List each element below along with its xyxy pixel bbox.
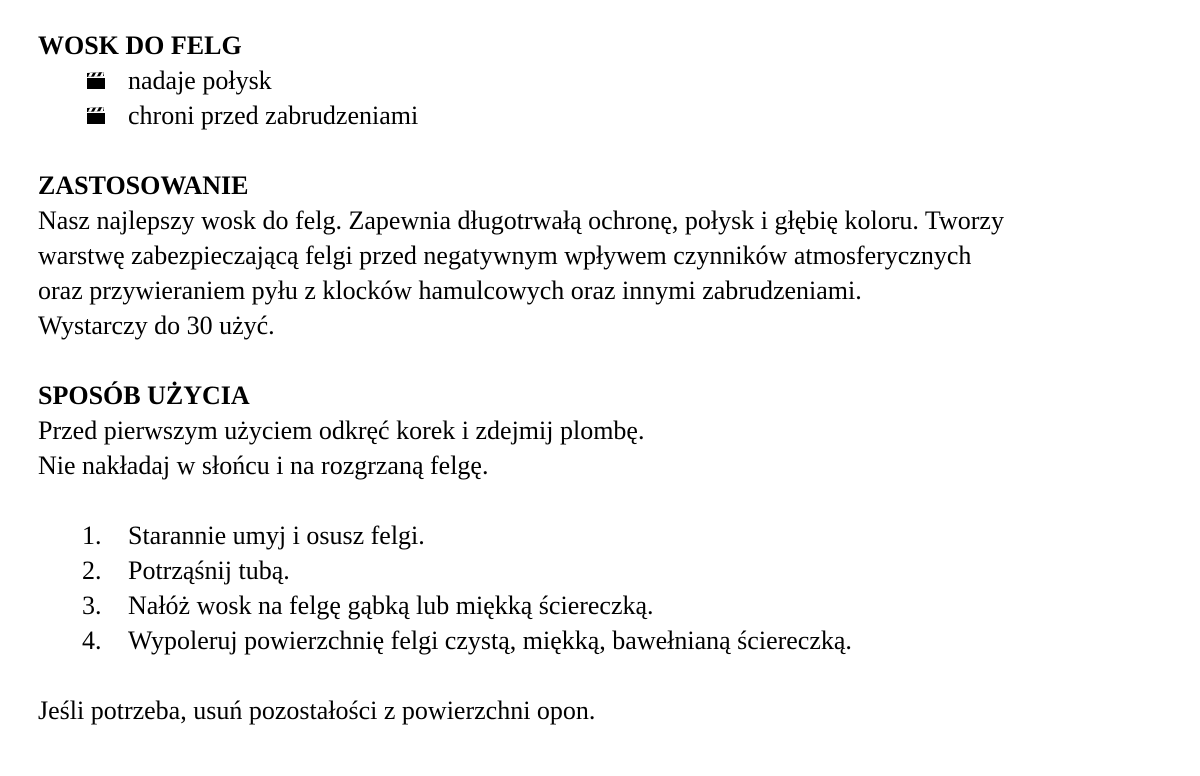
usage-line: oraz przywieraniem pyłu z klocków hamulcowych oraz innymi zabrudzeniami.: [38, 276, 862, 305]
step-item: [38, 553, 1200, 588]
instructions-intro-line: Przed pierwszym użyciem odkręć korek i zdejmij plombę.: [38, 416, 645, 445]
clapperboard-icon: [87, 72, 105, 89]
step-item: [38, 588, 1200, 623]
step-item: [38, 518, 1200, 553]
instructions-heading: SPOSÓB UŻYCIA: [38, 381, 250, 410]
usage-heading: ZASTOSOWANIE: [38, 171, 249, 200]
usage-line: Wystarczy do 30 użyć.: [38, 311, 275, 340]
step-number: 4.: [82, 626, 102, 655]
spacer: [38, 658, 1200, 693]
step-text: Wypoleruj powierzchnię felgi czystą, miękką, bawełnianą ściereczką.: [128, 626, 852, 655]
usage-line: Nasz najlepszy wosk do felg. Zapewnia długotrwałą ochronę, połysk i głębię koloru. Tworzy: [38, 206, 1004, 235]
product-title: WOSK DO FELG: [38, 31, 242, 60]
instructions-intro-line: Nie nakładaj w słońcu i na rozgrzaną felgę.: [38, 451, 489, 480]
feature-text: nadaje połysk: [128, 66, 272, 95]
feature-item: [38, 98, 1200, 133]
feature-item: [38, 63, 1200, 98]
spacer: [38, 343, 1200, 378]
clapperboard-icon: [87, 107, 105, 124]
feature-list: [38, 63, 1200, 133]
closing-note: Jeśli potrzeba, usuń pozostałości z powierzchni opon.: [38, 696, 596, 725]
spacer: [38, 483, 1200, 518]
step-number: 2.: [82, 556, 102, 585]
usage-line: warstwę zabezpieczającą felgi przed negatywnym wpływem czynników atmosferycznych: [38, 241, 972, 270]
step-text: Nałóż wosk na felgę gąbką lub miękką ściereczką.: [128, 591, 654, 620]
feature-text: chroni przed zabrudzeniami: [128, 101, 419, 130]
step-text: Potrząśnij tubą.: [128, 556, 290, 585]
spacer: [38, 133, 1200, 168]
step-text: Starannie umyj i osusz felgi.: [128, 521, 425, 550]
steps-list: [38, 518, 1200, 658]
step-item: [38, 623, 1200, 658]
step-number: 1.: [82, 521, 102, 550]
step-number: 3.: [82, 591, 102, 620]
